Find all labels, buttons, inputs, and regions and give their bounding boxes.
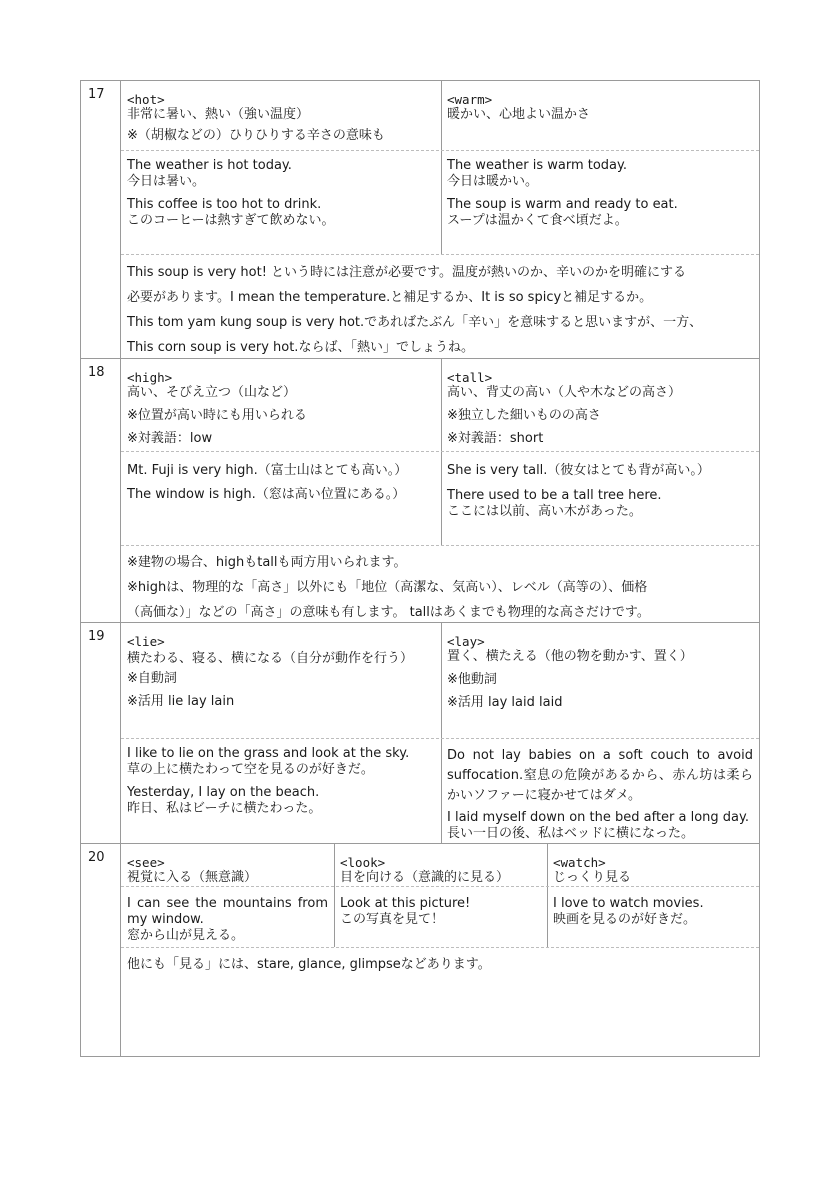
note-line: ※建物の場合、highもtallも両方用いられます。 <box>127 555 407 570</box>
usage-notes-18 <box>121 548 759 622</box>
word-tag: <high> <box>127 370 173 385</box>
entry-20 <box>81 844 759 1056</box>
word-definition-lie <box>121 630 441 738</box>
note-line: （高価な）」などの「高さ」の意味も有します。 tallはあくまでも物理的な高さだけです。 <box>127 605 650 620</box>
example-ja: 窓から山が見える。 <box>127 928 245 943</box>
examples-high <box>121 455 441 545</box>
example: The window is high.（窓は高い位置にある。） <box>127 487 406 502</box>
word-tag: <look> <box>340 855 386 870</box>
grammar-note: ※自動詞 <box>127 671 177 686</box>
example-ja: ここには以前、高い木があった。 <box>447 504 642 519</box>
conjugation: ※活用 lay laid laid <box>447 695 563 710</box>
word-tag: <watch> <box>553 855 606 870</box>
example-en: She is very tall.（彼女はとても背が高い。） <box>447 463 710 478</box>
antonym: ※対義語：low <box>127 431 213 446</box>
example-en: I laid myself down on the bed after a long day. <box>447 810 749 825</box>
note-line: This corn soup is very hot.ならば、「熱い」でしょうね。 <box>127 340 474 355</box>
examples-warm <box>441 153 759 253</box>
word-tag: <lie> <box>127 634 165 649</box>
meaning: 置く、横たえる（他の物を動かす、置く） <box>447 649 693 664</box>
examples-watch <box>547 891 759 947</box>
word-definition-see <box>121 851 334 886</box>
example-ja: 草の上に横たわって空を見るのが好きだ。 <box>127 762 374 777</box>
usage-notes-17 <box>121 257 759 357</box>
meaning: じっくり見る <box>553 870 632 885</box>
examples-tall <box>441 455 759 545</box>
example-ja: 昨日、私はビーチに横たわった。 <box>127 801 322 816</box>
example-en: This coffee is too hot to drink. <box>127 197 322 212</box>
example-ja: 今日は暖かい。 <box>447 174 539 189</box>
examples-lay <box>441 741 759 843</box>
example-en: There used to be a tall tree here. <box>447 488 662 503</box>
example-en: The soup is warm and ready to eat. <box>447 197 678 212</box>
example-ja: このコーヒーは熱すぎて飲めない。 <box>127 213 335 228</box>
example-ja: スープは温かくて食べ頃だよ。 <box>447 213 628 228</box>
note-line: 他にも「見る」には、stare, glance, glimpseなどあります。 <box>127 957 491 972</box>
example-ja: この写真を見て！ <box>340 912 445 927</box>
example-en: Do not lay babies on a soft couch to avoid suffocation.窒息の危険があるから、赤ん坊は柔らかいソファーに寝かせてはダメ。 <box>447 748 753 803</box>
word-definition-tall <box>441 366 759 451</box>
example-en: I can see the mountains from my window. <box>127 896 328 927</box>
antonym: ※対義語：short <box>447 431 544 446</box>
example-ja: 映画を見るのが好きだ。 <box>553 912 697 927</box>
note-line: ※highは、物理的な「高さ」以外にも「地位（高潔な、気高い）、レベル（高等の）、価格 <box>127 580 648 595</box>
example-en: The weather is warm today. <box>447 158 627 173</box>
entry-18 <box>81 359 759 623</box>
examples-see <box>121 891 334 947</box>
word-definition-watch <box>547 851 759 886</box>
word-definition-look <box>334 851 547 886</box>
entry-17 <box>81 81 759 359</box>
meaning: 暖かい、心地よい温かさ <box>447 107 591 122</box>
examples-lie <box>121 741 441 843</box>
example: Mt. Fuji is very high.（富士山はとても高い。） <box>127 463 408 478</box>
example-en: I like to lie on the grass and look at the sky. <box>127 746 410 761</box>
example-ja: 今日は暑い。 <box>127 174 206 189</box>
example-ja: 長い一日の後、私はベッドに横になった。 <box>447 826 695 841</box>
word-definition-high <box>121 366 441 451</box>
meaning: 横たわる、寝る、横になる（自分が動作を行う） <box>127 651 414 666</box>
grammar-note: ※他動詞 <box>447 672 497 687</box>
usage-note: ※独立した細いものの高さ <box>447 408 601 423</box>
word-definition-lay <box>441 630 759 738</box>
word-definition-warm <box>441 88 759 150</box>
word-tag: <tall> <box>447 370 493 385</box>
usage-notes-20 <box>121 950 759 1050</box>
examples-hot <box>121 153 441 253</box>
usage-note: ※位置が高い時にも用いられる <box>127 408 307 423</box>
entry-19 <box>81 623 759 844</box>
word-definition-hot <box>121 88 441 150</box>
example-en: I love to watch movies. <box>553 896 704 911</box>
note-line: 必要があります。I mean the temperature.と補足するか、It is so spicyと補足するか。 <box>127 290 653 305</box>
word-tag: <lay> <box>447 634 485 649</box>
note-line: This soup is very hot! という時には注意が必要です。温度が熱いのか、辛いのかを明確にする <box>127 265 687 280</box>
word-tag: <hot> <box>127 92 165 107</box>
meaning: 高い、そびえ立つ（山など） <box>127 385 297 400</box>
word-tag: <warm> <box>447 92 493 107</box>
example-en: Yesterday, I lay on the beach. <box>127 785 320 800</box>
usage-note: ※（胡椒などの）ひりひりする辛さの意味も <box>127 128 385 143</box>
entry-number: 17 <box>81 81 121 358</box>
entry-number: 20 <box>81 844 121 1056</box>
example-en: The weather is hot today. <box>127 158 292 173</box>
note-line: This tom yam kung soup is very hot.であればたぶん「辛い」を意味すると思いますが、一方、 <box>127 315 703 330</box>
meaning: 高い、背丈の高い（人や木などの高さ） <box>447 385 682 400</box>
word-tag: <see> <box>127 855 165 870</box>
meaning: 非常に暑い、熱い（強い温度） <box>127 107 310 122</box>
meaning: 目を向ける（意識的に見る） <box>340 870 510 885</box>
examples-look <box>334 891 547 947</box>
example-en: Look at this picture! <box>340 896 471 911</box>
entry-number: 19 <box>81 623 121 843</box>
vocabulary-table <box>80 80 760 1057</box>
entry-number: 18 <box>81 359 121 622</box>
conjugation: ※活用 lie lay lain <box>127 694 235 709</box>
meaning: 視覚に入る（無意識） <box>127 870 258 885</box>
